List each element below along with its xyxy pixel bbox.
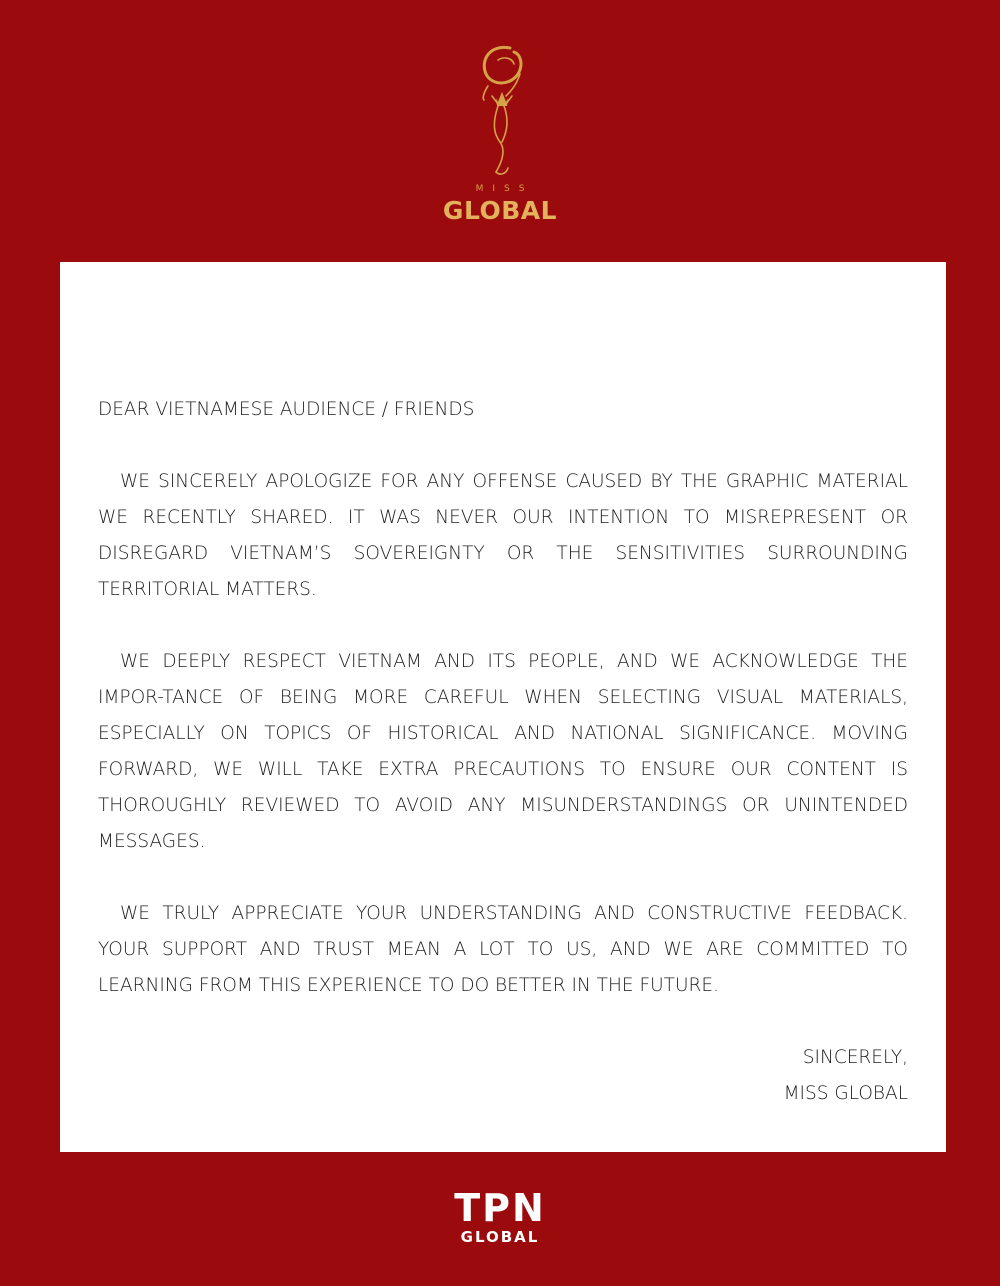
miss-global-logo bbox=[440, 34, 560, 234]
letter-paragraph-3: WE TRULY APPRECIATE YOUR UNDERSTANDING AND CONSTRUCTIVE FEEDBACK. YOUR SUPPORT AND TRUST MEAN A LOT TO US, AND WE ARE COMMITTED TO LEARNING FROM THIS EXPERIENCE TO DO BETTER IN THE FUTURE. bbox=[98, 903, 908, 996]
letter-card bbox=[60, 262, 946, 1152]
tpn-logo-sub: GLOBAL bbox=[460, 1228, 540, 1246]
letter-paragraph-1: WE SINCERELY APOLOGIZE FOR ANY OFFENSE CAUSED BY THE GRAPHIC MATERIAL WE RECENTLY SHARED. IT WAS NEVER OUR INTENTION TO MISREPRESENT OR DISREGARD VIETNAM’S SOVEREIGNTY OR THE SENSITIVITIES SURROUNDING TERRITORIAL MATTERS. bbox=[98, 471, 908, 600]
tpn-global-logo bbox=[430, 1188, 570, 1258]
letter-signature: MISS GLOBAL bbox=[783, 1083, 908, 1104]
tpn-logo-mark: TPN bbox=[454, 1186, 546, 1230]
letter-closing: SINCERELY, bbox=[802, 1047, 908, 1068]
letter-paragraph-2: WE DEEPLY RESPECT VIETNAM AND ITS PEOPLE, AND WE ACKNOWLEDGE THE IMPOR-TANCE OF BEING MORE CAREFUL WHEN SELECTING VISUAL MATERIALS, ESPECIALLY ON TOPICS OF HISTORICAL AND NATIONAL SIGNIFICANCE. MOVING FORWARD, WE WILL TAKE EXTRA PRECAUTIONS TO ENSURE OUR CONTENT IS THOROUGHLY REVIEWED TO AVOID ANY MISUNDERSTANDINGS OR UNINTENDED MESSAGES. bbox=[98, 651, 908, 852]
trophy-crown-icon bbox=[440, 34, 560, 184]
logo-miss-text: MISS bbox=[475, 184, 534, 194]
logo-global-text: GLOBAL bbox=[442, 196, 558, 225]
letter-body bbox=[98, 392, 908, 1112]
letter-salutation: DEAR VIETNAMESE AUDIENCE / FRIENDS bbox=[98, 399, 475, 420]
